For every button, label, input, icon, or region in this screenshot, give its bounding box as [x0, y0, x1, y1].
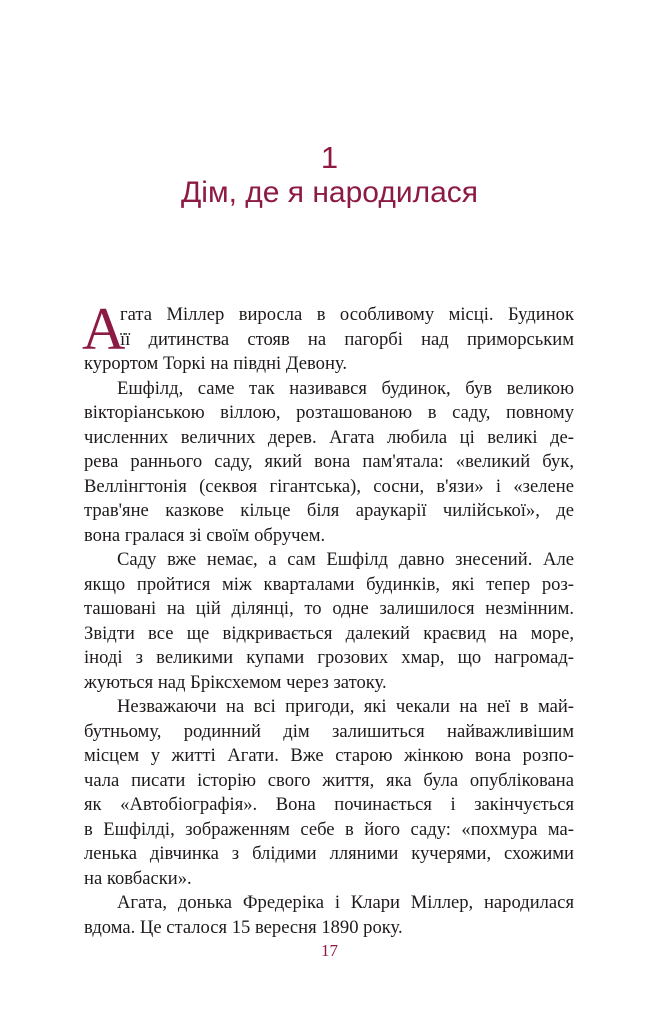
text-line: вона гралася зі своїм обручем.	[84, 524, 326, 546]
text-line: численних величних дерев. Агата любила ці великі де-	[84, 426, 574, 448]
text-line: як «Автобіографія». Вона починається і закінчується	[84, 794, 574, 815]
text-line: іноді з великими купами грозових хмар, що нагромад-	[84, 647, 574, 668]
text-line: трав'яне казкове кільце біля араукарії чилійської», де	[84, 500, 574, 521]
chapter-number: 1	[320, 140, 339, 175]
text-line: чала писати історію свого життя, яка була опублікована	[84, 769, 574, 791]
text-line: місцем у житті Агати. Вже старою жінкою вона розпо-	[84, 745, 574, 766]
text-line: на ковбаски».	[84, 867, 192, 889]
text-line: якщо пройтися між кварталами будинків, які тепер роз-	[84, 573, 574, 595]
text-line: Веллінгтонія (секвоя гігантська), сосни, в'язи» і «зелене	[84, 475, 574, 497]
chapter-title: Дім, де я народилася	[180, 176, 479, 209]
text-line: Агата, донька Фредеріка і Клари Міллер, народилася	[117, 892, 574, 913]
text-line: вдома. Це сталося 15 вересня 1890 року.	[84, 916, 403, 938]
text-line: Ешфілд, саме так називався будинок, був великою	[117, 377, 574, 399]
text-line: в Ешфілді, зображенням себе в його саду: «похмура ма-	[84, 818, 574, 840]
page-number: 17	[321, 941, 338, 960]
body-text	[82, 296, 574, 940]
text-line: рева раннього саду, який вона пам'ятала: «великий бук,	[84, 451, 574, 472]
text-line: вікторіанською віллою, розташованою в саду, повному	[84, 402, 574, 423]
text-line: курортом Торкі на півдні Девону.	[84, 353, 348, 374]
text-line: Саду вже немає, а сам Ешфілд давно знесений. Але	[117, 549, 574, 570]
text-line: ташовані на цій ділянці, то одне залишилося незмінним.	[84, 598, 574, 619]
drop-cap: А	[82, 296, 126, 362]
text-line: ленька дівчинка з блідими лляними кучерями, схожими	[84, 843, 574, 864]
text-line: жуються над Бріксхемом через затоку.	[84, 671, 387, 693]
text-line: Незважаючи на всі пригоди, які чекали на неї в май-	[117, 696, 574, 717]
text-line: її дитинства стояв на пагорбі над приморським	[120, 328, 574, 350]
text-line: гата Міллер виросла в особливому місці. Будинок	[120, 304, 574, 325]
text-line: Звідти все ще відкривається далекий краєвид на море,	[84, 622, 574, 644]
text-line: бутньому, родинний дім залишиться найважливішим	[84, 720, 574, 742]
